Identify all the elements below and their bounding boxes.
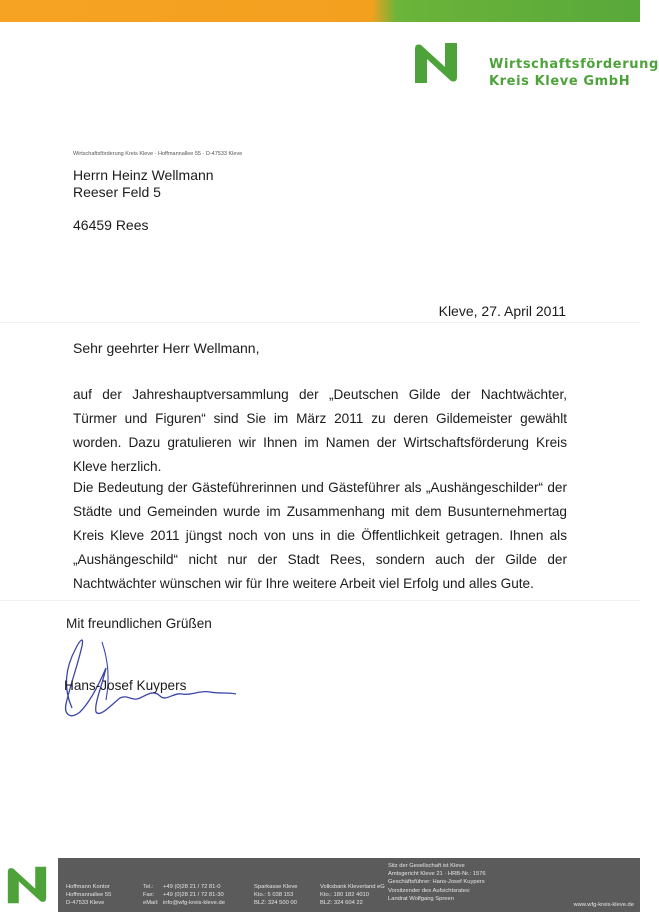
footer-text: Sitz der Gesellschaft ist Kleve bbox=[388, 863, 465, 869]
signer-name: Hans-Josef Kuypers bbox=[64, 678, 187, 693]
footer-label: Fax: bbox=[143, 892, 155, 899]
footer-website: www.wfg-kreis-kleve.de bbox=[573, 902, 634, 908]
closing-phrase: Mit freundlichen Grüßen bbox=[66, 616, 212, 631]
recipient-city: 46459 Rees bbox=[73, 217, 149, 233]
footer-text: BLZ: 324 604 22 bbox=[320, 900, 363, 907]
footer-bank-volksbank bbox=[320, 883, 385, 908]
footer-text: Kto.: 5 038 153 bbox=[254, 892, 294, 899]
salutation: Sehr geehrter Herr Wellmann, bbox=[73, 340, 260, 356]
footer-bank-sparkasse bbox=[254, 883, 298, 908]
footer-office-address bbox=[66, 883, 111, 908]
footer-text: Sparkasse Kleve bbox=[254, 884, 298, 890]
footer-phone bbox=[143, 883, 225, 891]
body-paragraph: Die Bedeutung der Gästeführerinnen und Gästeführer als „Aushängeschilder“ der Städte und Gemeinden wurde im Zusammenhang mit dem Busunternehmertag Kreis Kleve 2011 jüngst noch von uns in die Öffentlichkeit getragen. Ihnen als „Aushängeschild“ nicht nur der Stadt Rees, sondern auch der Gilde der Nachtwächter wünschen wir für Ihre weitere Arbeit viel Erfolg und alles Gute. bbox=[73, 480, 567, 591]
footer-label: eMail: bbox=[143, 900, 159, 907]
footer-label: Tel.: bbox=[143, 884, 154, 890]
footer-text: BLZ: 324 500 00 bbox=[254, 900, 297, 907]
company-name-line2: Kreis Kleve GmbH bbox=[489, 74, 631, 89]
footer-text: Hoffmann Kontor bbox=[66, 884, 110, 890]
wfg-n-logo-icon bbox=[6, 866, 48, 904]
footer-fax bbox=[143, 891, 225, 899]
top-color-bar bbox=[0, 0, 640, 22]
footer-text: Volksbank Kleverland eG bbox=[320, 884, 385, 890]
recipient-name: Herrn Heinz Wellmann bbox=[73, 167, 214, 183]
fold-line bbox=[0, 600, 640, 601]
footer-company-register bbox=[388, 862, 486, 903]
footer-email bbox=[143, 899, 225, 907]
footer-logo-area bbox=[0, 858, 58, 912]
recipient-street: Reeser Feld 5 bbox=[73, 184, 161, 200]
wfg-n-logo-icon bbox=[413, 43, 459, 83]
footer-contact bbox=[143, 883, 225, 908]
company-name bbox=[489, 56, 659, 90]
letter-footer bbox=[0, 858, 640, 912]
sender-return-address: Wirtschaftsförderung Kreis Kleve · Hoffmannallee 55 · D-47533 Kleve bbox=[73, 151, 243, 157]
footer-value: +49 (0)28 21 / 72 81-30 bbox=[163, 892, 224, 899]
footer-text: Hoffmannallee 55 bbox=[66, 892, 112, 899]
recipient-address bbox=[73, 167, 214, 234]
footer-text: Geschäftsführer: Hans-Josef Kuypers bbox=[388, 879, 485, 886]
footer-text: Vorsitzender des Aufsichtsrates: bbox=[388, 887, 471, 894]
fold-line bbox=[0, 322, 640, 323]
letter-date: Kleve, 27. April 2011 bbox=[438, 303, 566, 319]
body-paragraph: auf der Jahreshauptversammlung der „Deutschen Gilde der Nachtwächter, Türmer und Figuren“ sind Sie im März 2011 zu deren Gildemeister gewählt worden. Dazu gratulieren wir Ihnen im Namen der Wirtschaftsförderung Kreis Kleve herzlich. bbox=[73, 387, 567, 474]
footer-value: +49 (0)28 21 / 72 81-0 bbox=[163, 884, 221, 890]
footer-text: Landrat Wolfgang Spreen bbox=[388, 895, 454, 902]
footer-value: info@wfg-kreis-kleve.de bbox=[163, 900, 225, 907]
footer-text: Kto.: 180 182 4010 bbox=[320, 892, 369, 899]
company-name-line1: Wirtschaftsförderung bbox=[489, 57, 659, 72]
footer-text: Amtsgericht Kleve 21 · HRB-Nr.: 1576 bbox=[388, 871, 486, 878]
footer-text: D-47533 Kleve bbox=[66, 900, 105, 907]
